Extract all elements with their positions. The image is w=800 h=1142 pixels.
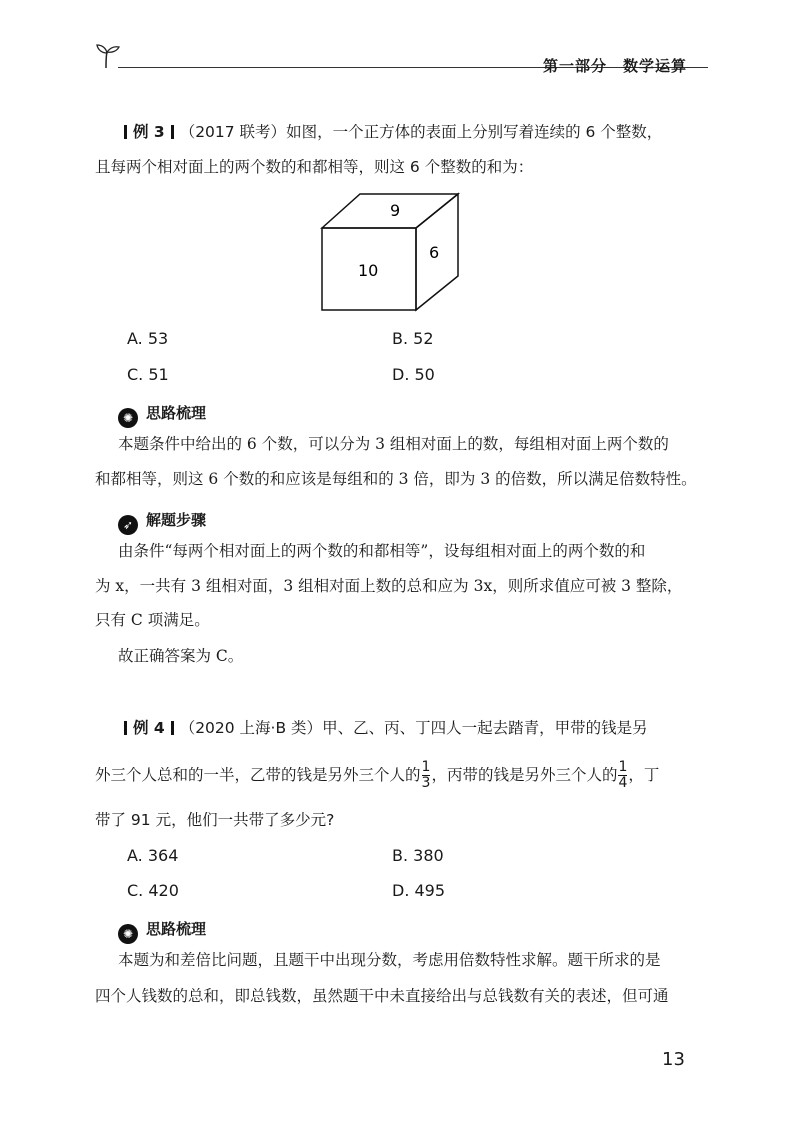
example4-question-line1 <box>118 718 738 738</box>
example3-source: （2017 联考） <box>179 123 287 141</box>
example3-question-line1 <box>118 122 738 142</box>
steps-heading: ➶ 解题步骤 <box>118 509 206 535</box>
option-b: B. 380 <box>392 846 444 865</box>
gear-icon: ✺ <box>118 408 138 428</box>
option-d: D. 50 <box>392 365 435 384</box>
option-a: A. 53 <box>127 329 169 348</box>
section-title: 第一部分 数学运算 <box>543 57 688 75</box>
cube-top-value: 9 <box>390 201 401 220</box>
steps-line: 为 x，一共有 3 组相对面，3 组相对面上数的总和应为 3x，则所求值应可被 3 整除， <box>95 577 683 595</box>
example3-q1: 如图，一个正方体的表面上分别写着连续的 6 个整数， <box>286 123 663 141</box>
cube-figure <box>318 190 466 314</box>
option-c: C. 51 <box>127 365 169 384</box>
fraction-one-third: $\frac{1}{3}$ <box>421 759 431 791</box>
cube-front-value: 10 <box>358 261 379 280</box>
option-b: B. 52 <box>392 329 434 348</box>
header-rule <box>118 67 528 68</box>
option-c: C. 420 <box>127 881 179 900</box>
example4-label: 例 4 <box>133 719 165 737</box>
example4-q1: 甲、乙、丙、丁四人一起去踏青，甲带的钱是另 <box>322 719 648 737</box>
compass-icon: ➶ <box>118 515 138 535</box>
steps-line: 由条件“每两个相对面上的两个数的和都相等”，设每组相对面上的两个数的和 <box>118 542 646 560</box>
analysis-line: 本题条件中给出的 6 个数，可以分为 3 组相对面上的数，每组相对面上两个数的 <box>118 435 669 453</box>
label-bar-right <box>171 721 174 735</box>
gear-icon: ✺ <box>118 924 138 944</box>
option-a: A. 364 <box>127 846 179 865</box>
steps-line: 只有 C 项满足。 <box>95 611 210 629</box>
option-d: D. 495 <box>392 881 446 900</box>
analysis-heading: ✺ 思路梳理 <box>118 918 206 944</box>
fraction-one-quarter: $\frac{1}{4}$ <box>618 759 628 791</box>
answer-line: 故正确答案为 C。 <box>118 647 244 665</box>
analysis-line: 和都相等，则这 6 个数的和应该是每组和的 3 倍，即为 3 的倍数，所以满足倍数特性。 <box>95 470 697 488</box>
analysis-line: 本题为和差倍比问题，且题干中出现分数，考虑用倍数特性求解。题干所求的是 <box>118 951 661 969</box>
analysis-line: 四个人钱数的总和，即总钱数，虽然题干中未直接给出与总钱数有关的表述，但可通 <box>95 987 669 1005</box>
example4-source: （2020 上海·B 类） <box>179 719 323 737</box>
label-bar-left <box>124 125 127 139</box>
example4-question-line3: 带了 91 元，他们一共带了多少元? <box>95 811 335 829</box>
analysis-heading: ✺ 思路梳理 <box>118 402 206 428</box>
label-bar-right <box>171 125 174 139</box>
page-number: 13 <box>662 1049 685 1070</box>
sprout-icon <box>92 40 122 70</box>
label-bar-left <box>124 721 127 735</box>
cube-side-value: 6 <box>429 243 440 262</box>
example3-label: 例 3 <box>133 123 165 141</box>
example3-question-line2: 且每两个相对面上的两个数的和都相等，则这 6 个整数的和为： <box>95 158 534 176</box>
example4-question-line2: 外三个人总和的一半，乙带的钱是另外三个人的 $\frac{1}{3}$ ，丙带的钱是另外三个人的 $\frac{1}{4}$ ，丁 <box>95 759 660 791</box>
